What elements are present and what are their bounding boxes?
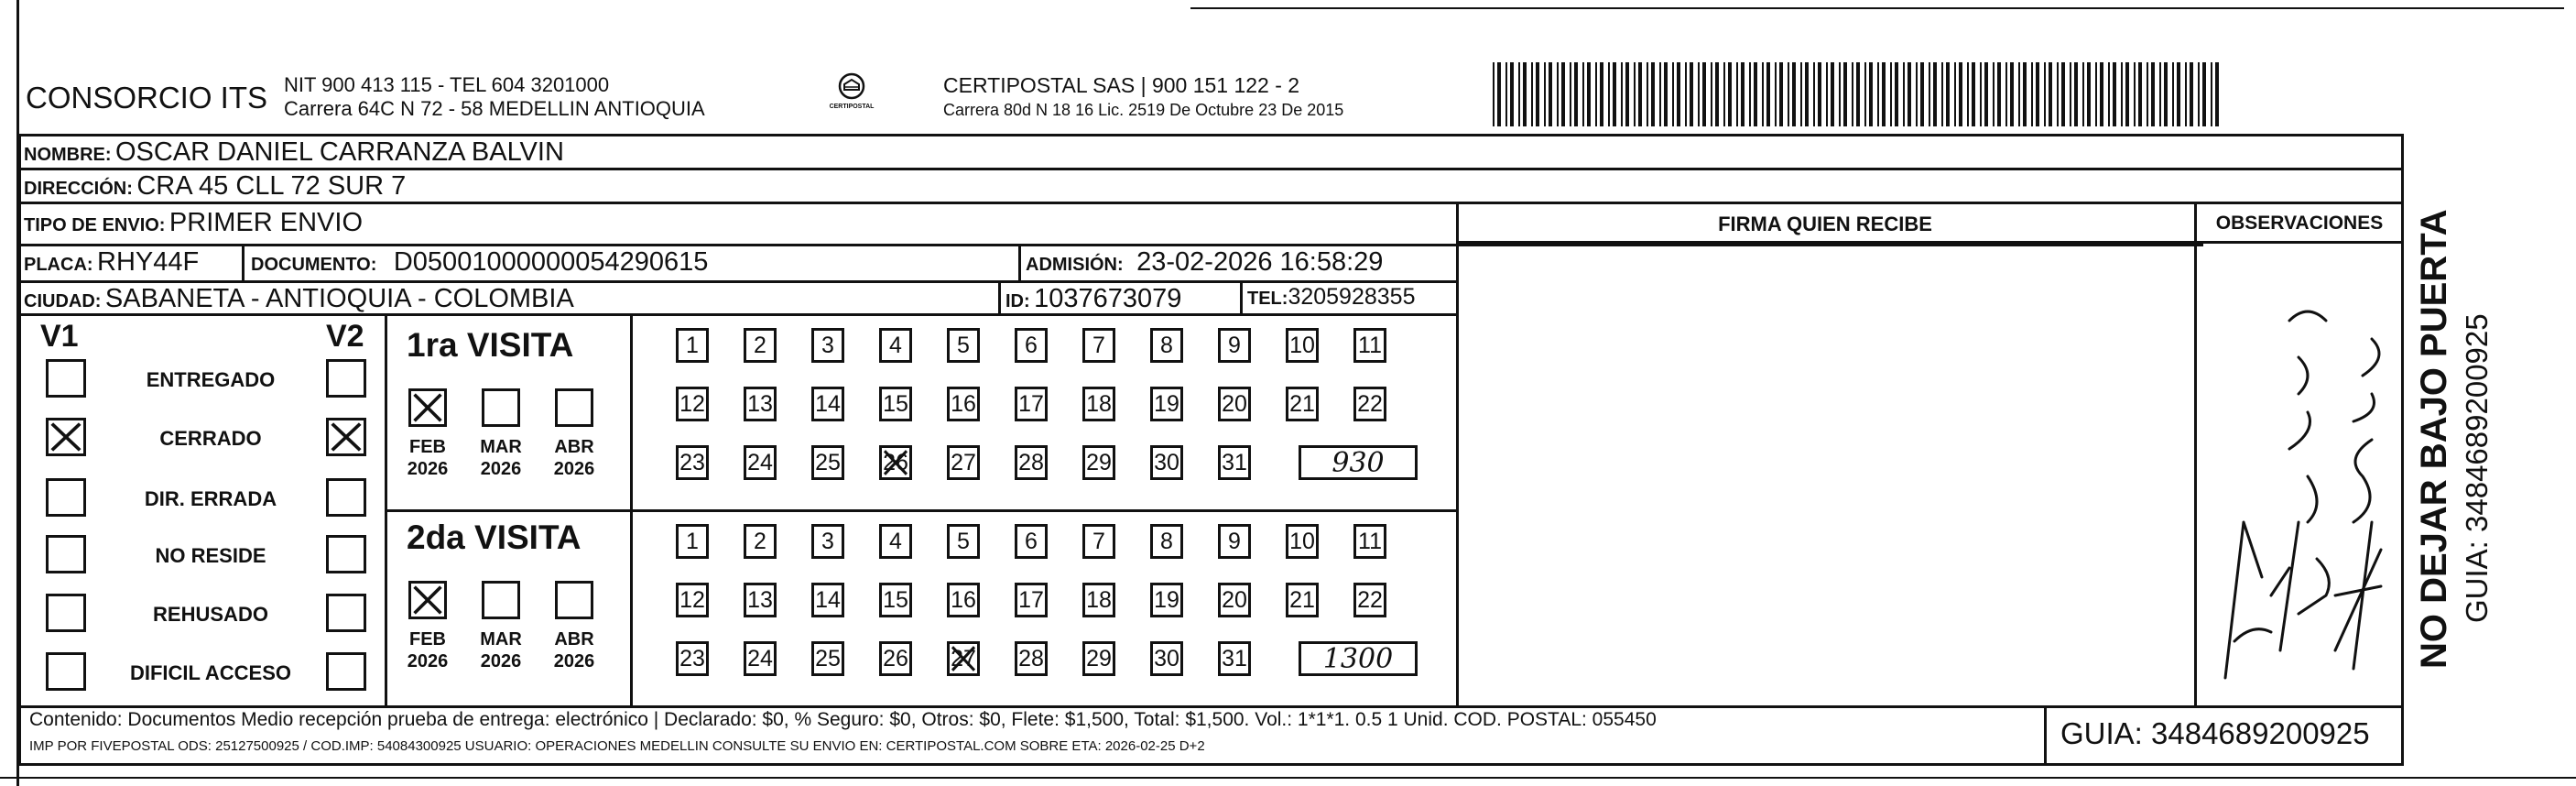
day-cell[interactable]: 1 — [676, 524, 709, 559]
day-cell[interactable]: 6 — [1015, 328, 1048, 363]
admision-value: 23-02-2026 16:58:29 — [1136, 247, 1384, 277]
top-border-line — [1190, 7, 2564, 9]
day-cell[interactable]: 31 — [1218, 641, 1251, 676]
day-cell[interactable]: 10 — [1286, 524, 1319, 559]
direccion-label: DIRECCIÓN: — [24, 179, 133, 199]
day-cell[interactable]: 29 — [1082, 641, 1115, 676]
cell-divider — [1018, 244, 1021, 280]
firma-header: FIRMA QUIEN RECIBE — [1718, 213, 1932, 235]
v1-checkbox[interactable] — [46, 418, 86, 456]
day-cell[interactable]: 18 — [1082, 387, 1115, 421]
placa-value: RHY44F — [97, 247, 200, 277]
month-checkbox[interactable] — [555, 388, 593, 427]
first-visit-title: 1ra VISITA — [407, 326, 574, 364]
day-cell[interactable]: 17 — [1015, 583, 1048, 617]
day-cell[interactable]: 20 — [1218, 583, 1251, 617]
month-checkbox[interactable] — [408, 581, 447, 619]
day-cell[interactable]: 31 — [1218, 445, 1251, 480]
day-cell[interactable]: 15 — [879, 387, 912, 421]
day-cell[interactable]: 27 — [947, 445, 980, 480]
v1-checkbox[interactable] — [46, 594, 86, 632]
visit-divider — [385, 509, 1458, 512]
direccion-value: CRA 45 CLL 72 SUR 7 — [136, 171, 407, 201]
id-row — [1005, 284, 1181, 314]
nombre-label: NOMBRE: — [24, 145, 112, 165]
month-checkbox[interactable] — [482, 581, 520, 619]
company-address: Carrera 64C N 72 - 58 MEDELLIN ANTIOQUIA — [284, 97, 705, 120]
day-cell[interactable]: 15 — [879, 583, 912, 617]
day-cell[interactable]: 11 — [1353, 328, 1386, 363]
day-cell[interactable]: 16 — [947, 583, 980, 617]
row-line — [18, 202, 2404, 204]
obs-right-line — [2401, 202, 2404, 705]
v2-checkbox[interactable] — [326, 594, 366, 632]
certipostal-logo — [824, 71, 879, 117]
day-cell[interactable]: 19 — [1150, 387, 1183, 421]
day-cell[interactable]: 2 — [744, 328, 777, 363]
day-cell[interactable]: 13 — [744, 387, 777, 421]
month-label: FEB — [409, 437, 446, 457]
status-label: REHUSADO — [153, 603, 268, 626]
barcode — [1493, 62, 2225, 131]
month-label: ABR — [554, 629, 594, 650]
day-cell[interactable]: 3 — [811, 328, 844, 363]
day-cell[interactable]: 27 — [947, 641, 980, 676]
status-label: CERRADO — [159, 427, 262, 450]
side-guia: GUIA: 3484689200925 — [2460, 313, 2494, 623]
carrier-address: Carrera 80d N 18 16 Lic. 2519 De Octubre 23 De 2015 — [943, 101, 1344, 119]
day-cell[interactable]: 16 — [947, 387, 980, 421]
day-cell[interactable]: 12 — [676, 387, 709, 421]
day-cell[interactable]: 14 — [811, 583, 844, 617]
v1-checkbox[interactable] — [46, 478, 86, 517]
tel-label: TEL: — [1247, 289, 1288, 309]
day-cell[interactable]: 24 — [744, 445, 777, 480]
observaciones-header: OBSERVACIONES — [2215, 213, 2384, 234]
logo-text: CERTIPOSTAL — [829, 104, 875, 110]
placa-label: PLACA: — [24, 255, 93, 275]
month-checkbox[interactable] — [482, 388, 520, 427]
day-cell[interactable]: 28 — [1015, 445, 1048, 480]
day-cell[interactable]: 6 — [1015, 524, 1048, 559]
day-cell[interactable]: 9 — [1218, 524, 1251, 559]
status-label: NO RESIDE — [155, 544, 266, 567]
day-cell[interactable]: 18 — [1082, 583, 1115, 617]
day-cell[interactable]: 25 — [811, 641, 844, 676]
documento-row — [251, 247, 708, 278]
month-label: MAR — [480, 437, 522, 457]
v2-checkbox[interactable] — [326, 418, 366, 456]
ciudad-value: SABANETA - ANTIOQUIA - COLOMBIA — [104, 284, 574, 313]
cell-divider — [998, 280, 1001, 313]
month-checkbox[interactable] — [555, 581, 593, 619]
year-label: 2026 — [553, 651, 595, 671]
day-cell[interactable]: 1 — [676, 328, 709, 363]
footer-imp: IMP POR FIVEPOSTAL ODS: 25127500925 / COD.IMP: 54084300925 USUARIO: OPERACIONES MEDELLIN CONSULTE SU ENVIO EN: CERTIPOSTAL.COM SOBRE ETA: 2026-02-25 D+2 — [29, 738, 1205, 754]
v1-checkbox[interactable] — [46, 535, 86, 573]
nombre-row — [24, 137, 564, 168]
day-cell[interactable]: 26 — [879, 445, 912, 480]
v2-checkbox[interactable] — [326, 359, 366, 398]
day-cell[interactable]: 3 — [811, 524, 844, 559]
v2-label: V2 — [326, 319, 364, 354]
id-label: ID: — [1005, 291, 1030, 311]
day-cell[interactable]: 5 — [947, 524, 980, 559]
second-visit-title: 2da VISITA — [407, 519, 582, 556]
v1-label: V1 — [40, 319, 79, 354]
tel-row — [1247, 284, 1415, 311]
day-cell[interactable]: 21 — [1286, 387, 1319, 421]
day-cell[interactable]: 4 — [879, 524, 912, 559]
carrier-name: CERTIPOSTAL SAS | 900 151 122 - 2 — [943, 73, 1300, 97]
month-label: FEB — [409, 629, 446, 650]
day-cell[interactable]: 20 — [1218, 387, 1251, 421]
year-label: 2026 — [407, 651, 449, 671]
tipo-row — [24, 208, 363, 238]
ciudad-row — [24, 284, 574, 314]
day-cell[interactable]: 19 — [1150, 583, 1183, 617]
day-cell[interactable]: 7 — [1082, 524, 1115, 559]
company-nit: NIT 900 413 115 - TEL 604 3201000 — [284, 73, 610, 96]
direccion-row — [24, 171, 406, 202]
observaciones-handwriting — [2198, 247, 2399, 704]
day-cell[interactable]: 7 — [1082, 328, 1115, 363]
day-cell[interactable]: 30 — [1150, 641, 1183, 676]
month-label: MAR — [480, 629, 522, 650]
day-cell[interactable]: 11 — [1353, 524, 1386, 559]
status-label: DIFICIL ACCESO — [129, 661, 291, 684]
day-cell[interactable]: 13 — [744, 583, 777, 617]
day-cell[interactable]: 8 — [1150, 328, 1183, 363]
year-label: 2026 — [480, 459, 522, 479]
v1-checkbox[interactable] — [46, 359, 86, 398]
day-cell[interactable]: 24 — [744, 641, 777, 676]
day-cell[interactable]: 22 — [1353, 583, 1386, 617]
v2-checkbox[interactable] — [326, 652, 366, 691]
day-cell[interactable]: 30 — [1150, 445, 1183, 480]
documento-label: DOCUMENTO: — [251, 255, 377, 275]
day-cell[interactable]: 21 — [1286, 583, 1319, 617]
footer-guia: GUIA: 3484689200925 — [2060, 716, 2370, 750]
no-dejar-warning: NO DEJAR BAJO PUERTA — [2414, 209, 2454, 669]
ciudad-label: CIUDAD: — [24, 291, 102, 311]
row-line — [18, 244, 2203, 246]
day-cell[interactable]: 26 — [879, 641, 912, 676]
v2-checkbox[interactable] — [326, 478, 366, 517]
day-cell[interactable]: 17 — [1015, 387, 1048, 421]
day-cell[interactable]: 8 — [1150, 524, 1183, 559]
firma-left-line — [1456, 202, 1459, 705]
time-box[interactable]: 1300 — [1299, 641, 1418, 676]
month-label: ABR — [554, 437, 594, 457]
day-cell[interactable]: 23 — [676, 445, 709, 480]
day-cell[interactable]: 4 — [879, 328, 912, 363]
footer-divider — [2044, 705, 2047, 764]
footer-contenido: Contenido: Documentos Medio recepción prueba de entrega: electrónico | Declarado: $0, % Seguro: $0, Otros: $0, Flete: $1,500, Total: $1,500. Vol.: 1*1*1. 0.5 1 Unid. COD. POSTAL: 055450 — [29, 709, 1657, 730]
day-cell[interactable]: 14 — [811, 387, 844, 421]
year-label: 2026 — [553, 459, 595, 479]
documento-value: D05001000000054290615 — [393, 247, 709, 277]
day-cell[interactable]: 29 — [1082, 445, 1115, 480]
v2-checkbox[interactable] — [326, 535, 366, 573]
day-cell[interactable]: 22 — [1353, 387, 1386, 421]
day-cell[interactable]: 5 — [947, 328, 980, 363]
status-label: DIR. ERRADA — [144, 487, 277, 510]
status-label: ENTREGADO — [146, 368, 276, 391]
firma-header-line — [1456, 241, 2404, 244]
year-label: 2026 — [480, 651, 522, 671]
company-name: CONSORCIO ITS — [26, 81, 268, 115]
nombre-value: OSCAR DANIEL CARRANZA BALVIN — [115, 137, 564, 167]
obs-left-line — [2194, 202, 2197, 705]
day-cell[interactable]: 12 — [676, 583, 709, 617]
day-cell[interactable]: 28 — [1015, 641, 1048, 676]
cell-divider — [242, 244, 245, 280]
day-cell[interactable]: 10 — [1286, 328, 1319, 363]
placa-row — [24, 247, 199, 278]
day-cell[interactable]: 2 — [744, 524, 777, 559]
cell-divider — [1240, 280, 1243, 313]
tipo-value: PRIMER ENVIO — [168, 208, 364, 237]
v1-checkbox[interactable] — [46, 652, 86, 691]
year-label: 2026 — [407, 459, 449, 479]
time-box[interactable]: 930 — [1299, 445, 1418, 480]
day-cell[interactable]: 9 — [1218, 328, 1251, 363]
id-value: 1037673079 — [1034, 284, 1182, 313]
month-checkbox[interactable] — [408, 388, 447, 427]
row-line — [18, 168, 2404, 170]
tipo-label: TIPO DE ENVIO: — [24, 215, 166, 235]
admision-row — [1026, 247, 1383, 278]
bottom-edge — [0, 777, 2576, 779]
admision-label: ADMISIÓN: — [1026, 255, 1124, 275]
day-cell[interactable]: 25 — [811, 445, 844, 480]
day-cell[interactable]: 23 — [676, 641, 709, 676]
tel-value: 3205928355 — [1288, 284, 1416, 310]
